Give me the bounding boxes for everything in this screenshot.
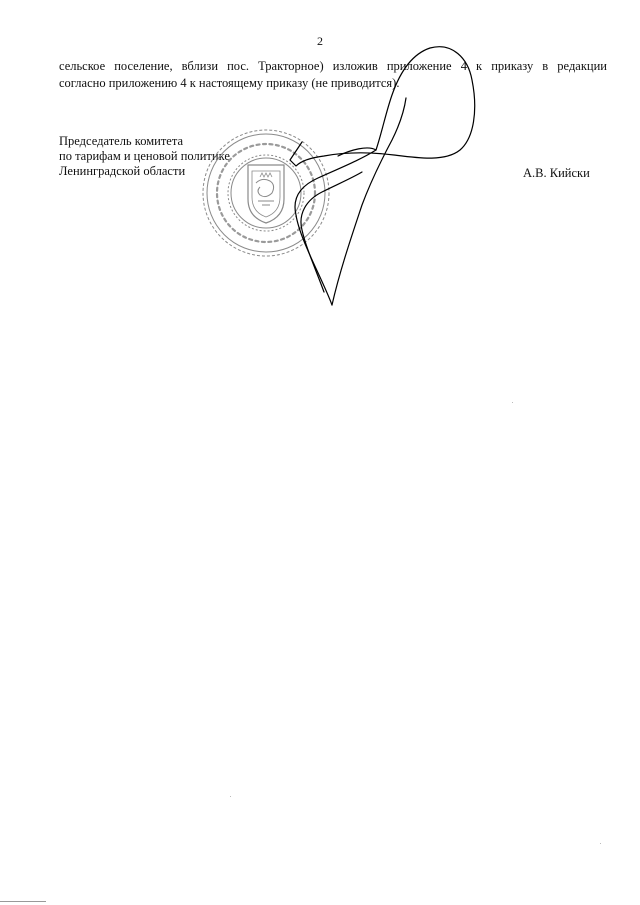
body-line-2: согласно приложению 4 к настоящему приказу (не приводится). xyxy=(59,76,400,90)
footer-rule xyxy=(0,901,46,902)
signatory-title-line-1: Председатель комитета xyxy=(59,134,183,148)
official-seal-icon xyxy=(200,127,332,259)
scan-speck xyxy=(600,843,601,844)
body-line-1: сельское поселение, вблизи пос. Тракторное) изложив приложение 4 к приказу в редакции xyxy=(59,59,607,73)
scan-speck xyxy=(230,796,231,797)
signatory-title-line-3: Ленинградской области xyxy=(59,164,186,178)
signatory-name: А.В. Кийски xyxy=(523,166,590,180)
scan-speck xyxy=(512,402,513,403)
body-paragraph xyxy=(59,58,607,92)
signatory-title-line-2: по тарифам и ценовой политике xyxy=(59,149,230,163)
page-number: 2 xyxy=(317,34,323,48)
